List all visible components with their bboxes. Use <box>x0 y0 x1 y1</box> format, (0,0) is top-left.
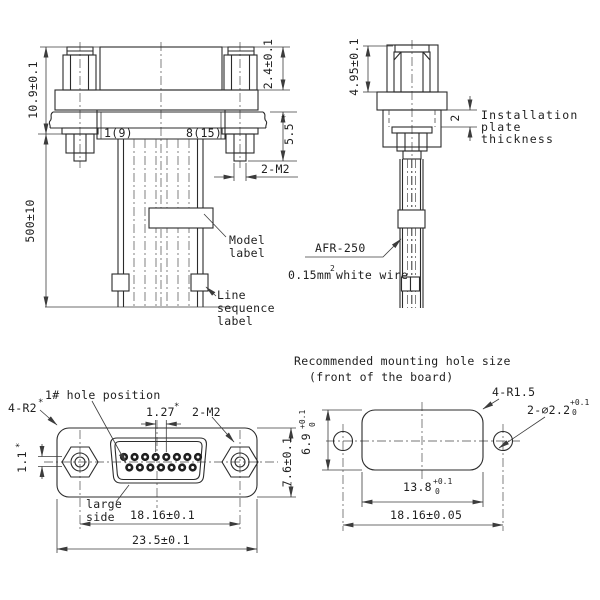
dim-screw-thread-face: 2-M2 <box>192 405 221 419</box>
front-centerlines <box>80 42 240 309</box>
dim-screw-thread-front: 2-M2 <box>261 162 290 176</box>
dim-face-height: 7.6±0.1 <box>280 436 294 488</box>
dim-screw-span: 18.16±0.1 <box>130 508 196 522</box>
wire-bundle-side <box>398 159 425 308</box>
side-view <box>288 38 578 308</box>
dim-cutout-height: 6.9 <box>299 433 313 455</box>
connector-body-front <box>55 47 258 139</box>
line-label-text-3: label <box>217 314 254 328</box>
line-sequence-band-right <box>191 274 208 291</box>
wire-color: white wire <box>336 268 409 282</box>
dim-plate-thickness: 2 <box>448 114 462 122</box>
dim-top-protrusion: 2.4±0.1 <box>261 38 275 90</box>
hole-position-label: 1# hole position <box>45 388 161 402</box>
model-label-band <box>149 208 213 228</box>
cutout-width-tol-zero: 0 <box>435 487 440 496</box>
cutout-outline <box>362 410 483 470</box>
large-side-label-1: large <box>86 497 123 511</box>
model-label-text-1: Model <box>229 233 266 247</box>
cutout-width-tol-plus: +0.1 <box>433 477 453 486</box>
dim-hole-span: 18.16±0.05 <box>390 508 463 522</box>
large-side-label-2: side <box>86 510 115 524</box>
cutout-height-tol-plus: +0.1 <box>298 409 307 429</box>
dim-hole-dia: 2-∅2.2 <box>527 403 571 417</box>
dim-pitch: 1.27 <box>146 405 175 419</box>
line-label-text-2: sequence <box>217 301 275 315</box>
plate-note-2: plate <box>481 120 522 134</box>
mounting-view <box>294 354 589 531</box>
face-view <box>8 388 296 553</box>
line-label-text-1: Line <box>217 288 246 302</box>
dim-nut-height: 4.95±0.1 <box>347 38 361 96</box>
dim-cutout-width: 13.8 <box>403 480 432 494</box>
wire-size: 0.15mm <box>288 268 332 282</box>
plate-note-3: thickness <box>481 132 555 146</box>
dim-row-offset: 1.1 <box>15 451 29 473</box>
dim-height-total: 10.9±0.1 <box>26 61 40 119</box>
star-mark: * <box>174 402 180 412</box>
hole-label-left: 1(9) <box>104 126 133 140</box>
hole-label-right: 8(15) <box>186 126 223 140</box>
mounting-title-2: (front of the board) <box>309 370 454 384</box>
dim-body-width: 23.5±0.1 <box>132 533 190 547</box>
star-mark: * <box>15 442 25 448</box>
mounting-title-1: Recommended mounting hole size <box>294 354 511 368</box>
hole-dia-tol-plus: +0.1 <box>570 398 590 407</box>
cutout-height-tol-zero: 0 <box>308 422 317 427</box>
wire-name: AFR-250 <box>315 241 366 255</box>
dim-corner-radius-face: 4-R2 <box>8 401 37 415</box>
star-mark: * <box>38 398 44 408</box>
dim-screw-protrusion: 5.5 <box>282 123 296 145</box>
front-view <box>23 39 298 328</box>
wire-size-sup: 2 <box>330 264 335 273</box>
dim-corner-radius-mounting: 4-R1.5 <box>492 385 536 399</box>
dim-wire-length: 500±10 <box>23 199 37 243</box>
model-label-text-2: label <box>229 246 266 260</box>
line-sequence-band-left <box>112 274 129 291</box>
plate-note-1: Installation <box>481 108 579 122</box>
jackscrew-nuts-front <box>62 128 258 161</box>
star-mark: * <box>281 113 291 119</box>
installation-plate-band <box>49 112 266 128</box>
hole-dia-tol-zero: 0 <box>572 408 577 417</box>
